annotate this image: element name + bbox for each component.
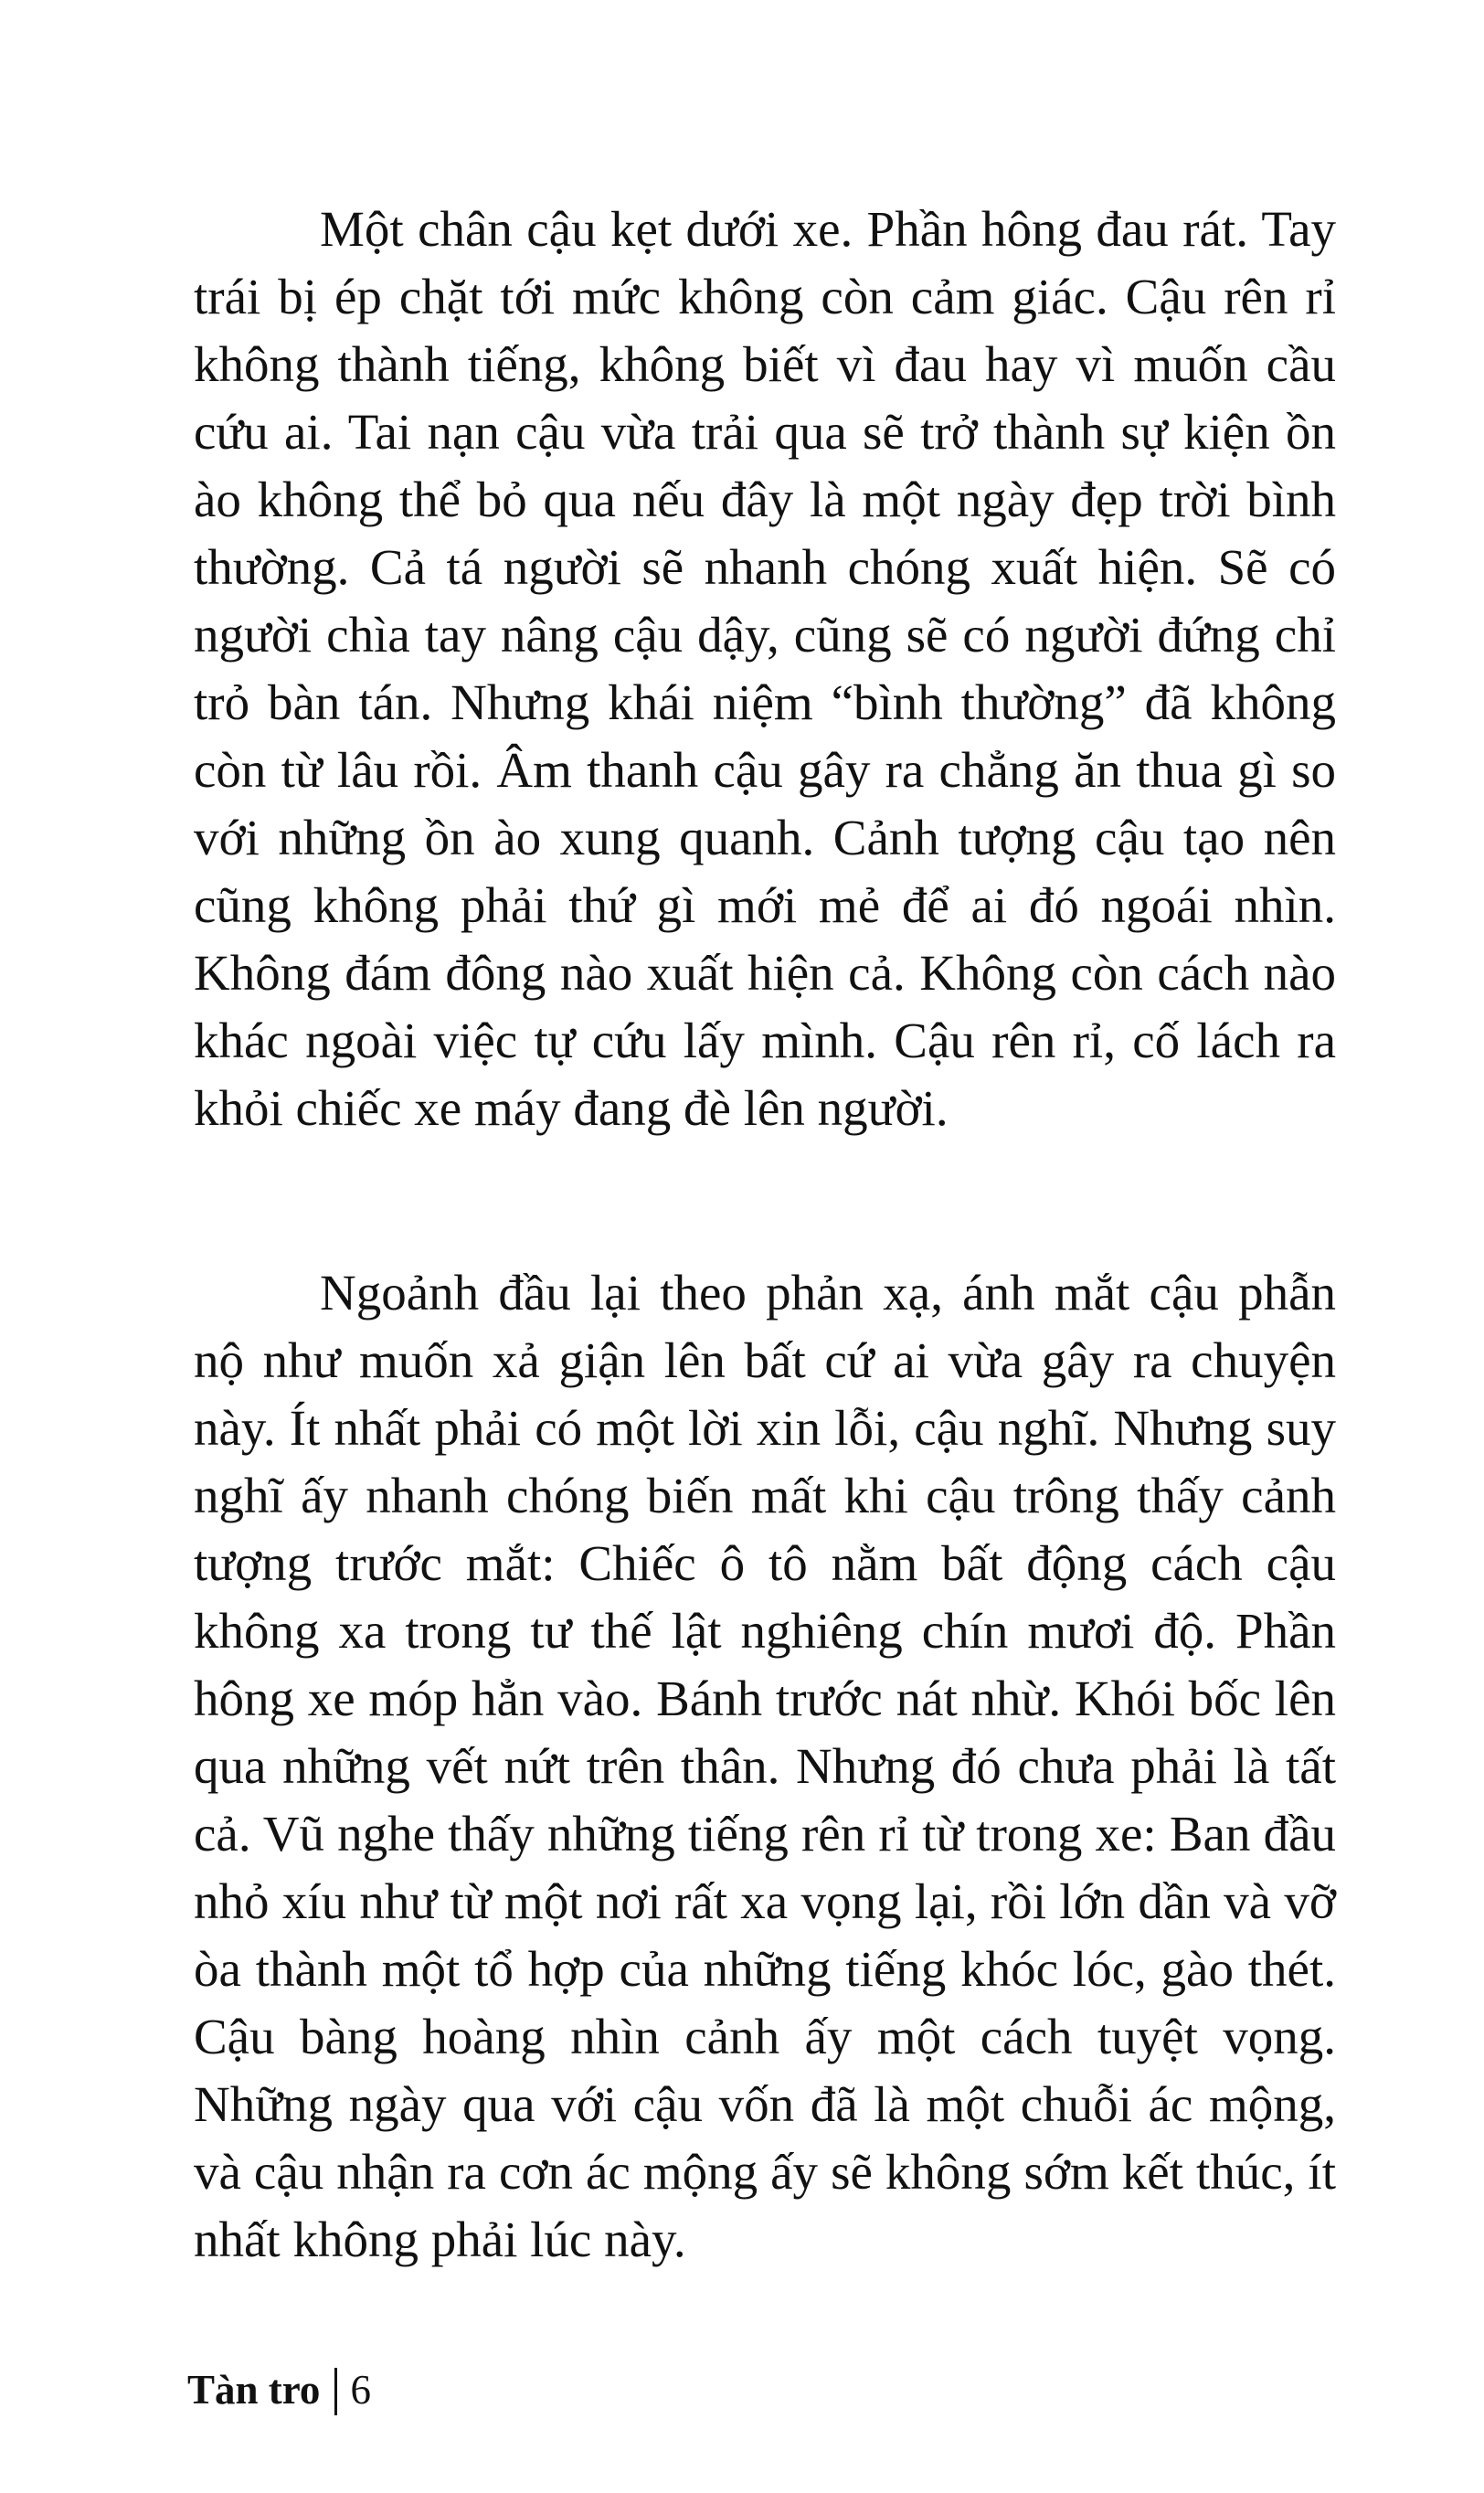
body-paragraph: Ngoảnh đầu lại theo phản xạ, ánh mắt cậu phẫn nộ như muốn xả giận lên bất cứ ai vừa gây ra chuyện này. Ít nhất phải có một lời xin lỗi, cậu nghĩ. Nhưng suy nghĩ ấy nhanh chóng biến mất khi cậu trông thấy cảnh tượng trước mắt: Chiếc ô tô nằm bất động cách cậu không xa trong tư thế lật nghiêng chín mươi độ. Phần hông xe móp hẳn vào. Bánh trước nát nhừ. Khói bốc lên qua những vết nứt trên thân. Nhưng đó chưa phải là tất cả. Vũ nghe thấy những tiếng rên rỉ từ trong xe: Ban đầu nhỏ xíu như từ một nơi rất xa vọng lại, rồi lớn dần và vỡ òa thành một tổ hợp của những tiếng khóc lóc, gào thét. Cậu bàng hoàng nhìn cảnh ấy một cách tuyệt vọng. Những ngày qua với cậu vốn đã là một chuỗi ác mộng, và cậu nhận ra cơn ác mộng ấy sẽ không sớm kết thúc, ít nhất không phải lúc này. bbox=[194, 1265, 1336, 2267]
running-title: Tàn tro bbox=[187, 2367, 321, 2413]
page-footer bbox=[187, 2365, 371, 2418]
body-paragraph: Một chân cậu kẹt dưới xe. Phần hông đau rát. Tay trái bị ép chặt tới mức không còn cảm giác. Cậu rên rỉ không thành tiếng, không biết vì đau hay vì muốn cầu cứu ai. Tai nạn cậu vừa trải qua sẽ trở thành sự kiện ồn ào không thể bỏ qua nếu đây là một ngày đẹp trời bình thường. Cả tá người sẽ nhanh chóng xuất hiện. Sẽ có người chìa tay nâng cậu dậy, cũng sẽ có người đứng chỉ trỏ bàn tán. Nhưng khái niệm “bình thường” đã không còn từ lâu rồi. Âm thanh cậu gây ra chẳng ăn thua gì so với những ồn ào xung quanh. Cảnh tượng cậu tạo nên cũng không phải thứ gì mới mẻ để ai đó ngoái nhìn. Không đám đông nào xuất hiện cả. Không còn cách nào khác ngoài việc tự cứu lấy mình. Cậu rên rỉ, cố lách ra khỏi chiếc xe máy đang đè lên người. bbox=[194, 201, 1336, 1136]
footer-divider bbox=[334, 2368, 337, 2415]
page-number: 6 bbox=[350, 2367, 371, 2413]
